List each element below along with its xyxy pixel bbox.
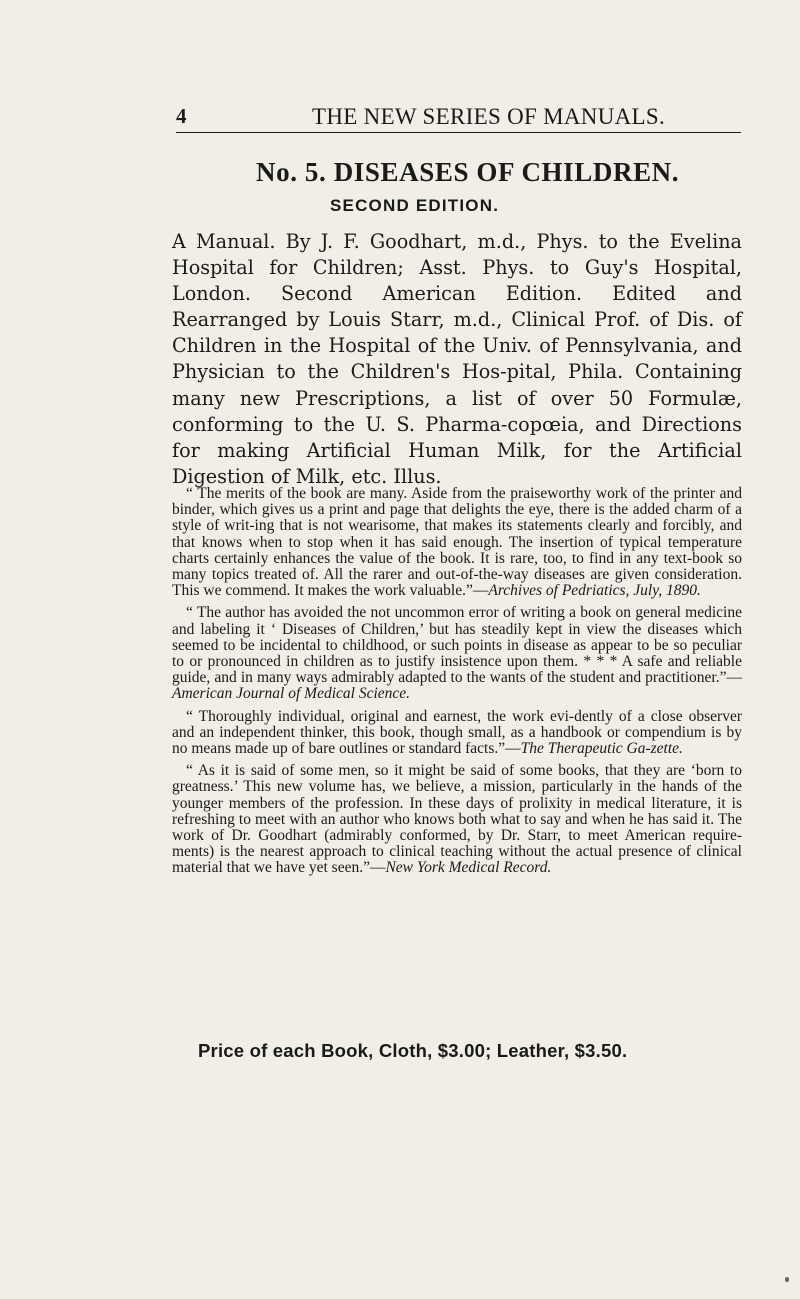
review-source: Archives of Pedriatics, July, 1890. <box>488 582 701 600</box>
book-title: No. 5. DISEASES OF CHILDREN. <box>256 157 680 187</box>
review-american-journal <box>172 605 742 702</box>
running-head-title: THE NEW SERIES OF MANUALS. <box>312 104 666 129</box>
review-quote: “ The merits of the book are many. Aside from the praiseworthy work of the printer and binder, which gives us a print and page that delights the eye, there is the added charm of a style of writ-ing that is not wearisome, that makes its statements clearly and forcibly, and that knows when to stop when it has said enough. The insertion of typical temperature charts certainly enhances the value of the book. It is rare, too, to find in any text-book so many topics treated of. All the rarer and out-of-the-way diseases are given consideration. This we commend. It makes the work valuable.”— <box>172 485 742 600</box>
review-medical-record <box>172 763 742 876</box>
book-description: A Manual. By J. F. Goodhart, m.d., Phys. to the Evelina Hospital for Children; Asst. Phys. to Guy's Hospital, London. Second American Edition. Edited and Rearranged by Louis Starr, m.d., Clinical Prof. of Dis. of Children in the Hospital of the Univ. of Pennsylvania, and Physician to the Children's Hos-pital, Phila. Containing many new Prescriptions, a list of over 50 Formulæ, conforming to the U. S. Pharma-copœia, and Directions for making Artificial Human Milk, for the Artificial Digestion of Milk, etc. Illus. <box>172 230 742 488</box>
review-archives-pedriatics <box>172 486 742 599</box>
review-quote: “ The author has avoided the not uncommon error of writing a book on general medicine and labeling it ‘ Diseases of Children,’ but has steadily kept in view the diseases which seemed to be incidental to childhood, or such points in disease as appear to be so peculiar to or pronounced in children as to justify insistence upon them. * * * A safe and reliable guide, and in many ways admirably adapted to the wants of the student and practitioner.”— <box>172 604 742 687</box>
review-therapeutic-gazette <box>172 709 742 758</box>
review-quote: “ Thoroughly individual, original and earnest, the work evi-dently of a close observer and an independent thinker, this book, though small, as a handbook or compendium is by no means made up of bare outlines or standard facts.”— <box>172 707 742 758</box>
running-head <box>176 104 741 134</box>
page-edge-mark <box>785 1277 789 1282</box>
review-source: The Therapeutic Ga-zette. <box>520 740 683 758</box>
price-line: Price of each Book, Cloth, $3.00; Leather, $3.50. <box>198 1040 628 1061</box>
review-list <box>172 486 742 883</box>
edition-label: SECOND EDITION. <box>330 196 500 215</box>
header-divider <box>176 132 741 133</box>
review-source: New York Medical Record. <box>385 859 552 877</box>
page-number: 4 <box>176 104 187 128</box>
review-quote: “ As it is said of some men, so it might be said of some books, that they are ‘born to greatness.’ This new volume has, we believe, a mission, particularly in the hands of the younger members of the profession. In these days of prolixity in medical literature, it is refreshing to meet with an author who knows both what to say and when he has said it. The work of Dr. Goodhart (admirably conformed, by Dr. Starr, to meet American require-ments) is the nearest approach to clinical teaching without the actual presence of clinical material that we have yet seen.”— <box>172 762 742 877</box>
review-source: American Journal of Medical Science. <box>172 685 411 703</box>
